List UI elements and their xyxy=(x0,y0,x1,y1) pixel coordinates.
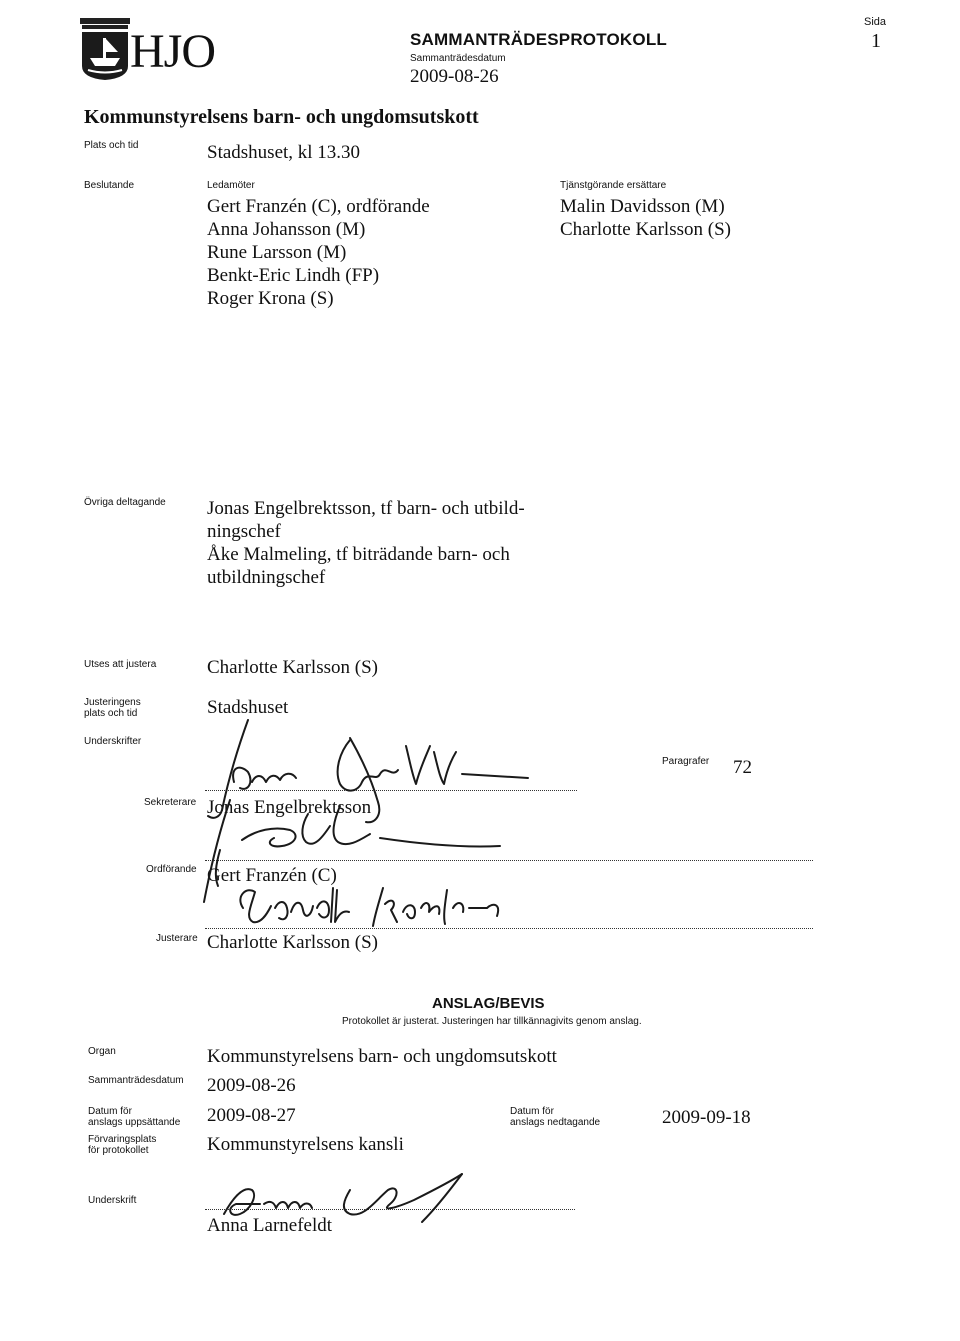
removed-date-label-1: Datum för xyxy=(510,1106,554,1117)
member-item: Anna Johansson (M) xyxy=(207,219,366,240)
members-label: Ledamöter xyxy=(207,180,255,191)
adjust-place: Stadshuset xyxy=(207,697,289,718)
participant-line: Jonas Engelbrektsson, tf barn- och utbild- xyxy=(207,498,525,519)
secretary-label: Sekreterare xyxy=(144,797,197,808)
participant-line: ningschef xyxy=(207,521,281,542)
adjust-place-label-2: plats och tid xyxy=(84,708,138,719)
members-list xyxy=(207,195,430,310)
paragraphs-value: 72 xyxy=(733,757,752,778)
municipal-logo xyxy=(80,18,270,80)
member-item: Roger Krona (S) xyxy=(207,288,334,309)
logo-text: HJO xyxy=(130,25,216,78)
posted-date-label-2: anslags uppsättande xyxy=(88,1117,181,1128)
page-label: Sida xyxy=(864,16,887,28)
substitute-item: Charlotte Karlsson (S) xyxy=(560,219,731,240)
page-number: 1 xyxy=(871,30,881,52)
adjuster-label: Justerare xyxy=(156,933,198,944)
secretary-name: Jonas Engelbrektsson xyxy=(207,797,372,818)
participant-line: utbildningschef xyxy=(207,567,326,588)
chair-name: Gert Franzén (C) xyxy=(207,865,337,886)
member-item: Gert Franzén (C), ordförande xyxy=(207,196,430,217)
notice-meeting-date: 2009-08-26 xyxy=(207,1075,296,1096)
substitute-item: Malin Davidsson (M) xyxy=(560,196,725,217)
storage-value: Kommunstyrelsens kansli xyxy=(207,1134,404,1155)
removed-date: 2009-09-18 xyxy=(662,1107,751,1128)
appointed-adjuster-label: Utses att justera xyxy=(84,659,157,670)
member-item: Rune Larsson (M) xyxy=(207,242,347,263)
adjuster-handwritten-signature xyxy=(225,878,525,938)
adjuster-name: Charlotte Karlsson (S) xyxy=(207,932,378,953)
notice-signer: Anna Larnefeldt xyxy=(207,1215,333,1236)
decision-makers-label: Beslutande xyxy=(84,180,135,191)
posted-date-label-1: Datum för xyxy=(88,1106,132,1117)
appointed-adjuster: Charlotte Karlsson (S) xyxy=(207,657,378,678)
place-time-label: Plats och tid xyxy=(84,140,139,151)
storage-label-2: för protokollet xyxy=(88,1145,149,1156)
meeting-date-label: Sammanträdesdatum xyxy=(410,53,506,64)
notice-meeting-date-label: Sammanträdesdatum xyxy=(88,1075,184,1086)
participant-line: Åke Malmeling, tf biträdande barn- och xyxy=(207,544,510,565)
posted-date: 2009-08-27 xyxy=(207,1105,296,1126)
adjust-place-label-1: Justeringens xyxy=(84,697,141,708)
organ-label: Organ xyxy=(88,1046,116,1057)
document-type: SAMMANTRÄDESPROTOKOLL xyxy=(410,30,667,49)
ship-emblem-icon xyxy=(80,18,130,80)
removed-date-label-2: anslags nedtagande xyxy=(510,1117,601,1128)
other-participants-list xyxy=(207,497,525,589)
committee-title: Kommunstyrelsens barn- och ungdomsutskott xyxy=(84,106,479,128)
member-item: Benkt-Eric Lindh (FP) xyxy=(207,265,380,286)
substitutes-list xyxy=(560,195,731,241)
notice-signature-label: Underskrift xyxy=(88,1195,137,1206)
notice-subtitle: Protokollet är justerat. Justeringen har tillkännagivits genom anslag. xyxy=(342,1016,642,1027)
chair-label: Ordförande xyxy=(146,864,197,875)
other-participants-label: Övriga deltagande xyxy=(84,497,166,508)
storage-label-1: Förvaringsplats xyxy=(88,1134,157,1145)
place-time-value: Stadshuset, kl 13.30 xyxy=(207,142,361,163)
organ-value: Kommunstyrelsens barn- och ungdomsutskott xyxy=(207,1046,557,1067)
substitutes-label: Tjänstgörande ersättare xyxy=(560,180,667,191)
signatures-label: Underskrifter xyxy=(84,736,142,747)
notice-title: ANSLAG/BEVIS xyxy=(432,995,545,1012)
meeting-date: 2009-08-26 xyxy=(410,66,499,87)
paragraphs-label: Paragrafer xyxy=(662,756,710,767)
